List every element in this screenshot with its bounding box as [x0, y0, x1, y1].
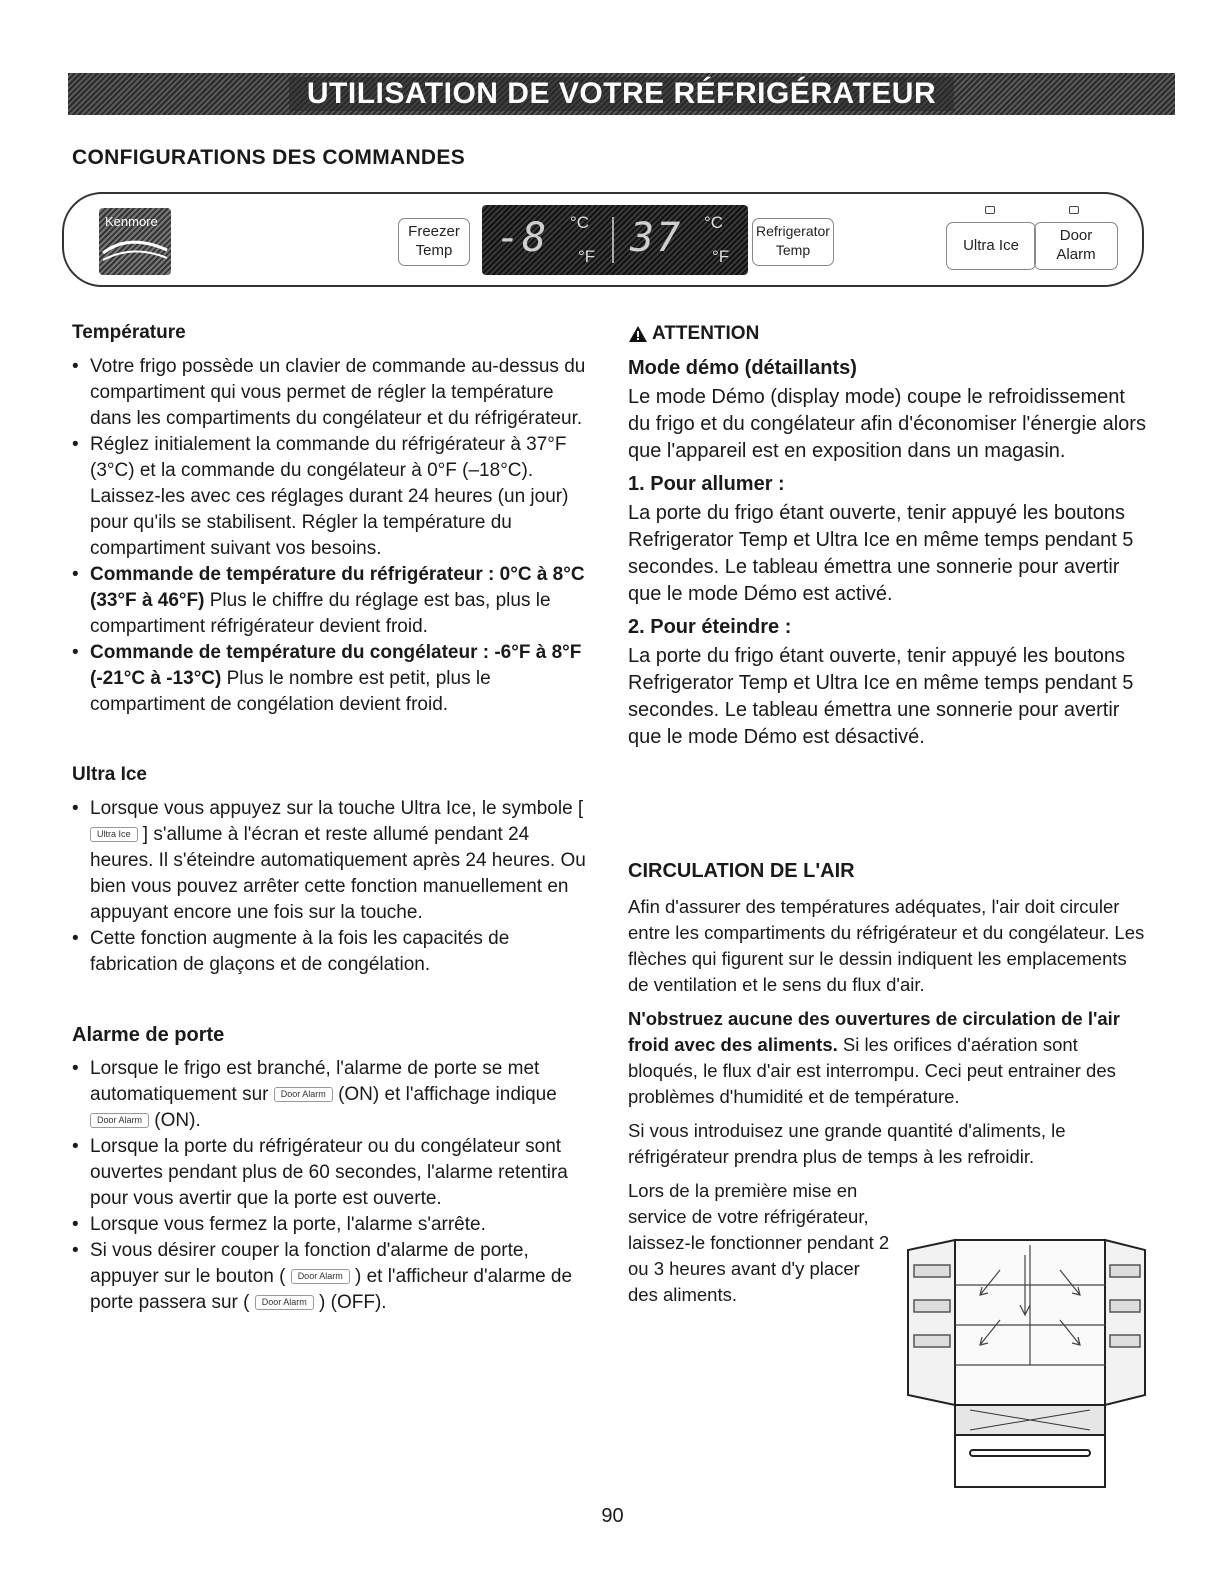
turn-on-title: 1. Pour allumer :: [628, 473, 785, 495]
air-paragraph-1: Afin d'assurer des températures adéquates, l'air doit circuler entre les compartiments du réfrigérateur et du congélateur. Les flèches qui figurent sur le dessin indiquent les emplacements de ventilation et le sens du flux d'air.: [628, 896, 1145, 995]
fridge-range-bold: Commande de température du réfrigérateur : 0°C à 8°C (33°F à 46°F): [90, 564, 585, 611]
door-alarm-text-c: (ON).: [154, 1110, 201, 1131]
warning-icon: [628, 325, 648, 343]
logo-swoosh-icon: [99, 208, 171, 275]
freezer-temp-button[interactable]: [398, 218, 470, 266]
ultra-ice-symbol-icon: Ultra Ice: [90, 827, 138, 842]
door-alarm-bullet-1: [72, 1056, 592, 1134]
door-alarm-label-1: Door: [1059, 227, 1093, 244]
freezer-range-bold: Commande de température du congélateur : -6°F à 8°F (-21°C à -13°C): [90, 642, 582, 689]
left-column: [72, 320, 592, 1316]
kenmore-logo: [99, 208, 171, 275]
air-paragraph-4: Lors de la première mise en service de votre réfrigérateur, laissez-le fonctionner pendant 2 ou 3 heures avant d'y placer des aliments.: [628, 1180, 890, 1305]
door-alarm-heading: Alarme de porte: [72, 1024, 225, 1046]
door-alarm-text-f: ) (OFF).: [319, 1292, 387, 1313]
ultra-ice-button[interactable]: [946, 222, 1036, 270]
brand-label: Kenmore: [105, 214, 158, 229]
door-alarm-indicator-icon: [1069, 206, 1079, 214]
door-alarm-symbol-icon: Door Alarm: [291, 1269, 350, 1284]
ultra-ice-text-a: Lorsque vous appuyez sur la touche Ultra Ice, le symbole [: [90, 798, 584, 819]
attention-label: ATTENTION: [652, 323, 760, 344]
door-alarm-bullet-2: • Lorsque la porte du réfrigérateur ou du congélateur sont ouvertes pendant plus de 60 secondes, l'alarme retentira pour vous avertir que la porte est ouverte.: [72, 1134, 592, 1212]
fridge-airflow-diagram: [900, 1225, 1152, 1490]
ultra-ice-bullet-2: • Cette fonction augmente à la fois les capacités de fabrication de glaçons et de congélation.: [72, 926, 592, 978]
door-alarm-text-e: ) et l'afficheur d'alarme de porte passera sur (: [90, 1266, 573, 1313]
door-alarm-button[interactable]: [1034, 222, 1118, 270]
air-circulation-heading: CIRCULATION DE L'AIR: [628, 860, 855, 882]
banner-title: UTILISATION DE VOTRE RÉFRIGÉRATEUR: [289, 77, 954, 111]
ultra-ice-bullet-1: [72, 796, 592, 926]
fridge-display-value: 37: [630, 215, 683, 261]
turn-off-text: La porte du frigo étant ouverte, tenir appuyé les boutons Refrigerator Temp et Ultra Ice en même temps pendant 5 secondes. Le tableau émettra une sonnerie pour avertir que le mode Démo est désactivé.: [628, 645, 1134, 748]
ultra-ice-heading: Ultra Ice: [72, 764, 147, 785]
attention-heading: [628, 320, 1148, 347]
demo-mode-text: Le mode Démo (display mode) coupe le refroidissement du frigo et du congélateur afin d'économiser l'énergie alors que l'appareil est en exposition dans un magasin.: [628, 386, 1146, 462]
temperature-bullet-3: [72, 562, 592, 640]
ultra-ice-label: Ultra Ice: [963, 237, 1019, 254]
fridge-unit-c: °C: [704, 213, 724, 232]
door-alarm-label-2: Alarm: [1056, 246, 1096, 263]
air-warning-bold: N'obstruez aucune des ouvertures de circulation de l'air froid avec des aliments.: [628, 1008, 1120, 1055]
display-separator: [612, 217, 614, 263]
freezer-temp-label-2: Temp: [415, 242, 453, 259]
door-alarm-text-b: (ON) et l'affichage indique: [338, 1084, 557, 1105]
refrigerator-temp-label-2: Temp: [775, 242, 811, 258]
door-alarm-text-d: Si vous désirer couper la fonction d'alarme de porte, appuyer sur le bouton (: [90, 1240, 529, 1287]
ultra-ice-indicator-icon: [985, 206, 995, 214]
temperature-heading: Température: [72, 322, 186, 343]
demo-mode-title: Mode démo (détaillants): [628, 357, 857, 379]
temperature-display: [482, 205, 748, 275]
door-alarm-symbol-icon: Door Alarm: [90, 1113, 149, 1128]
freezer-display-value: -8: [496, 215, 549, 261]
freezer-unit-c: °C: [570, 213, 590, 232]
ultra-ice-text-b: ] s'allume à l'écran et reste allumé pendant 24 heures. Il s'éteindre automatiquement après 24 heures. Ou bien vous pouvez arrêter cette fonction manuellement en appuyant encore une fois sur la touche.: [90, 824, 586, 923]
freezer-temp-label-1: Freezer: [408, 223, 460, 240]
refrigerator-temp-label-1: Refrigerator: [756, 223, 830, 239]
door-alarm-symbol-icon: Door Alarm: [274, 1087, 333, 1102]
temperature-bullet-2: • Réglez initialement la commande du réfrigérateur à 37°F (3°C) et la commande du congélateur à 0°F (–18°C). Laissez-les avec ces réglages durant 24 heures (un jour) pour qu'ils se stabilisent. Régler la température du compartiment suivant vos besoins.: [72, 432, 592, 562]
turn-off-title: 2. Pour éteindre :: [628, 616, 792, 638]
fridge-unit-f: °F: [712, 247, 730, 266]
refrigerator-temp-button[interactable]: [752, 218, 834, 266]
air-paragraph-3: Si vous introduisez une grande quantité d'aliments, le réfrigérateur prendra plus de temps à les refroidir.: [628, 1120, 1066, 1167]
door-alarm-bullet-3: • Lorsque vous fermez la porte, l'alarme s'arrête.: [72, 1212, 592, 1238]
turn-on-text: La porte du frigo étant ouverte, tenir appuyé les boutons Refrigerator Temp et Ultra Ice en même temps pendant 5 secondes. Le tableau émettra une sonnerie pour avertir que le mode Démo est activé.: [628, 502, 1134, 605]
door-alarm-text-a: Lorsque le frigo est branché, l'alarme de porte se met automatiquement sur: [90, 1058, 540, 1105]
freezer-unit-f: °F: [578, 247, 596, 266]
section-title: CONFIGURATIONS DES COMMANDES: [72, 146, 466, 169]
right-column: [628, 320, 1148, 751]
door-alarm-bullet-4: [72, 1238, 592, 1316]
air-paragraph-2: [628, 1006, 1148, 1110]
fridge-range-text: Plus le chiffre du réglage est bas, plus le compartiment réfrigérateur devient froid.: [90, 590, 551, 637]
freezer-range-text: Plus le nombre est petit, plus le compartiment de congélation devient froid.: [90, 668, 491, 715]
temperature-bullet-4: [72, 640, 592, 718]
temperature-bullet-1: • Votre frigo possède un clavier de commande au-dessus du compartiment qui vous permet de régler la température dans les compartiments du congélateur et du réfrigérateur.: [72, 354, 592, 432]
air-warning-text: Si les orifices d'aération sont bloqués, le flux d'air est interrompu. Ceci peut entrainer des problèmes d'humidité et de température.: [628, 1034, 1116, 1107]
control-panel-illustration: [62, 192, 1144, 287]
door-alarm-symbol-icon: Door Alarm: [255, 1295, 314, 1310]
page-number: 90: [601, 1505, 624, 1527]
page-banner: [68, 73, 1175, 115]
